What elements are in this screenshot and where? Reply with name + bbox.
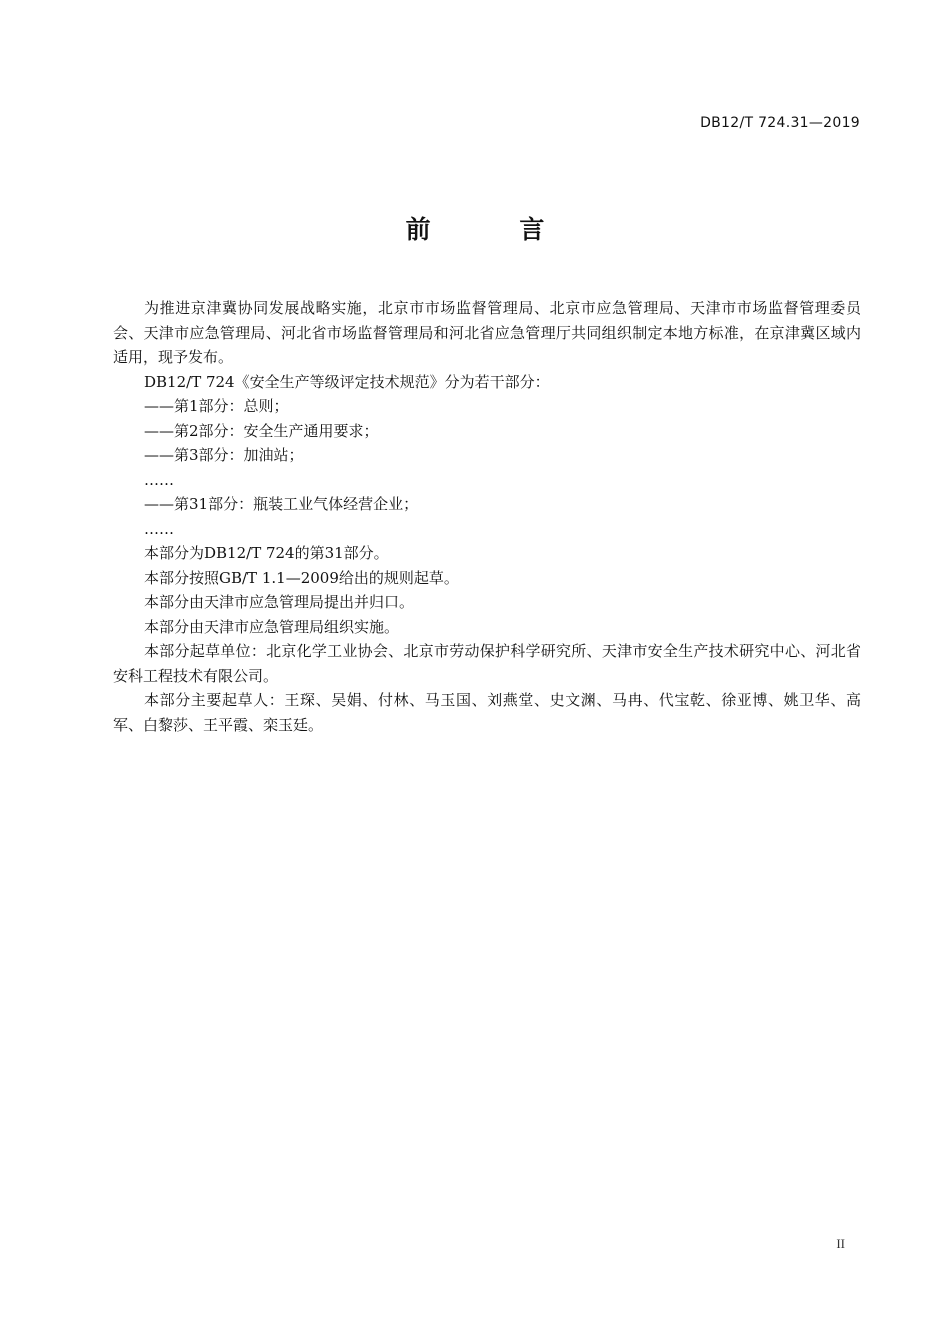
page-title: 前 言	[405, 215, 585, 244]
ellipsis: ……	[144, 519, 174, 538]
document-code: DB12/T 724.31—2019	[700, 115, 860, 131]
implemented-by-paragraph: 本部分由天津市应急管理局组织实施。	[144, 617, 400, 636]
part-list-item: ——第1部分：总则；	[144, 397, 289, 415]
part-list-item: ——第3部分：加油站；	[144, 446, 304, 464]
part-list-item: ——第2部分：安全生产通用要求；	[144, 421, 379, 440]
part-list-item: ——第31部分：瓶装工业气体经营企业；	[144, 495, 419, 513]
page-number: II	[836, 1236, 845, 1251]
drafters-paragraph: 本部分主要起草人：王琛、吴娟、付林、马玉国、刘燕堂、史文渊、马冉、代宝乾、徐亚博、姚卫华、高军、白黎莎、王平霞、栾玉廷。	[113, 691, 861, 734]
this-part-paragraph: 本部分为DB12/T 724的第31部分。	[144, 544, 389, 562]
drafting-units-paragraph: 本部分起草单位：北京化学工业协会、北京市劳动保护科学研究所、天津市安全生产技术研究中心、河北省安科工程技术有限公司。	[113, 642, 861, 685]
intro-paragraph: 为推进京津冀协同发展战略实施，北京市市场监督管理局、北京市应急管理局、天津市市场监督管理委员会、天津市应急管理局、河北省市场监督管理局和河北省应急管理厅共同组织制定本地方标准，在京津冀区域内适用，现予发布。	[113, 299, 861, 366]
proposed-by-paragraph: 本部分由天津市应急管理局提出并归口。	[144, 593, 415, 611]
parts-intro-paragraph: DB12/T 724《安全生产等级评定技术规范》分为若干部分：	[144, 372, 550, 391]
ellipsis: ……	[144, 470, 174, 489]
foreword-body	[113, 296, 861, 737]
drafting-rule-paragraph: 本部分按照GB/T 1.1—2009给出的规则起草。	[144, 568, 459, 587]
